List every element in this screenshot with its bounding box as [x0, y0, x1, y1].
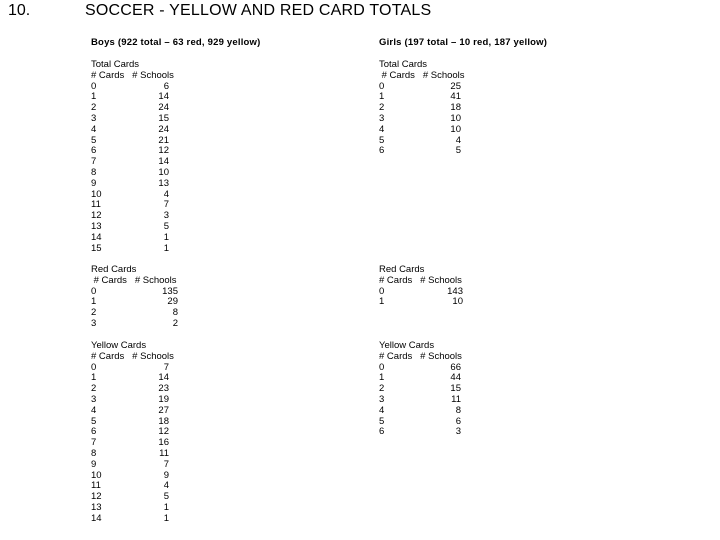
count-table	[91, 363, 169, 525]
table-row	[91, 460, 169, 471]
table-row	[91, 92, 169, 103]
table-row	[91, 438, 169, 449]
schools-count: 12	[158, 426, 169, 438]
table-row	[91, 233, 169, 244]
table-row	[91, 363, 169, 374]
table-row	[379, 136, 461, 147]
section-title: Red Cards	[379, 264, 425, 275]
cards-count: 4	[91, 404, 97, 416]
cards-count: 5	[379, 134, 385, 146]
table-row	[91, 179, 169, 190]
count-table	[91, 287, 178, 330]
cards-count: 1	[379, 372, 385, 384]
schools-count: 4	[163, 188, 169, 200]
schools-count: 19	[158, 393, 169, 405]
table-row	[379, 395, 461, 406]
cards-count: 5	[91, 134, 97, 146]
cards-count: 11	[91, 480, 101, 492]
table-row	[91, 168, 169, 179]
cards-count: 0	[379, 80, 385, 92]
column-header: # Cards # Schools	[91, 69, 174, 81]
schools-count: 3	[163, 210, 169, 222]
table-row	[379, 125, 461, 136]
cards-count: 13	[91, 501, 102, 513]
table-row	[91, 114, 169, 125]
table-row	[91, 157, 169, 168]
cards-count: 7	[91, 156, 97, 168]
cards-count: 0	[379, 361, 385, 373]
schools-count: 14	[158, 372, 169, 384]
schools-count: 1	[163, 501, 169, 513]
cards-count: 15	[91, 242, 102, 254]
schools-count: 14	[158, 156, 169, 168]
cards-count: 12	[91, 491, 102, 503]
cards-count: 1	[91, 91, 97, 103]
cards-count: 6	[91, 426, 97, 438]
table-row	[91, 211, 169, 222]
cards-count: 7	[91, 437, 97, 449]
schools-count: 18	[158, 415, 169, 427]
table-row	[379, 297, 463, 308]
cards-count: 4	[91, 123, 97, 135]
boys-total-section	[91, 59, 174, 254]
cards-count: 4	[379, 404, 385, 416]
boys-yellow-section	[91, 340, 174, 525]
table-row	[379, 384, 461, 395]
cards-count: 2	[91, 102, 97, 114]
table-row	[91, 319, 178, 330]
slide-title: SOCCER - YELLOW AND RED CARD TOTALS	[85, 2, 432, 19]
table-row	[91, 103, 169, 114]
schools-count: 18	[450, 102, 461, 114]
cards-count: 2	[91, 307, 97, 319]
table-row	[91, 287, 178, 298]
table-row	[91, 222, 169, 233]
column-header: # Cards # Schools	[91, 350, 174, 362]
table-row	[91, 492, 169, 503]
count-table	[379, 82, 461, 158]
cards-count: 3	[379, 112, 385, 124]
schools-count: 7	[163, 199, 169, 211]
cards-count: 3	[91, 317, 97, 329]
cards-count: 11	[91, 199, 101, 211]
table-row	[379, 287, 463, 298]
cards-count: 0	[91, 361, 97, 373]
cards-count: 2	[91, 383, 97, 395]
count-table	[379, 363, 461, 439]
cards-count: 4	[379, 123, 385, 135]
column-header: # Cards # Schools	[379, 274, 462, 286]
schools-count: 15	[158, 112, 169, 124]
cards-count: 1	[379, 91, 385, 103]
schools-count: 1	[163, 242, 169, 254]
schools-count: 23	[158, 383, 169, 395]
table-row	[379, 92, 461, 103]
cards-count: 6	[379, 145, 385, 157]
schools-count: 7	[163, 361, 169, 373]
cards-count: 13	[91, 220, 102, 232]
schools-count: 29	[167, 296, 178, 308]
schools-count: 143	[447, 285, 463, 297]
schools-count: 24	[158, 123, 169, 135]
cards-count: 6	[379, 426, 385, 438]
schools-count: 10	[450, 123, 461, 135]
count-table	[379, 287, 463, 309]
section-title: Yellow Cards	[91, 340, 147, 351]
schools-count: 24	[158, 102, 169, 114]
cards-count: 8	[91, 166, 97, 178]
table-row	[91, 514, 169, 525]
table-row	[91, 200, 169, 211]
cards-count: 2	[379, 102, 385, 114]
schools-count: 44	[450, 372, 461, 384]
section-title: Total Cards	[379, 59, 428, 70]
table-row	[379, 146, 461, 157]
schools-count: 12	[158, 145, 169, 157]
schools-count: 5	[455, 145, 461, 157]
column-header: # Cards # Schools	[91, 274, 177, 286]
cards-count: 9	[91, 458, 97, 470]
table-row	[91, 395, 169, 406]
boys-heading: Boys (922 total – 63 red, 929 yellow)	[91, 37, 261, 48]
table-row	[91, 481, 169, 492]
schools-count: 10	[452, 296, 463, 308]
table-row	[379, 103, 461, 114]
cards-count: 3	[91, 393, 97, 405]
table-row	[91, 384, 169, 395]
schools-count: 25	[450, 80, 461, 92]
table-row	[91, 471, 169, 482]
table-row	[91, 136, 169, 147]
cards-count: 10	[91, 469, 102, 481]
table-row	[91, 449, 169, 460]
schools-count: 135	[162, 285, 178, 297]
cards-count: 10	[91, 188, 102, 200]
table-row	[91, 190, 169, 201]
table-row	[379, 373, 461, 384]
cards-count: 3	[91, 112, 97, 124]
girls-red-section	[379, 265, 464, 308]
section-title: Red Cards	[91, 264, 137, 275]
schools-count: 4	[163, 480, 169, 492]
schools-count: 1	[163, 231, 169, 243]
schools-count: 8	[172, 307, 178, 319]
table-row	[91, 146, 169, 157]
table-row	[91, 373, 169, 384]
schools-count: 10	[450, 112, 461, 124]
table-row	[91, 417, 169, 428]
table-row	[91, 297, 178, 308]
schools-count: 15	[450, 383, 461, 395]
girls-total-section	[379, 60, 464, 157]
cards-count: 1	[91, 296, 97, 308]
table-row	[379, 406, 461, 417]
cards-count: 1	[91, 372, 97, 384]
section-title: Total Cards	[91, 59, 140, 70]
schools-count: 27	[158, 404, 169, 416]
slide-number: 10.	[8, 2, 31, 19]
column-header: # Cards # Schools	[379, 350, 462, 362]
table-row	[91, 125, 169, 136]
table-row	[91, 82, 169, 93]
schools-count: 8	[455, 404, 461, 416]
schools-count: 10	[158, 166, 169, 178]
table-row	[91, 308, 178, 319]
table-row	[379, 427, 461, 438]
cards-count: 5	[379, 415, 385, 427]
schools-count: 9	[163, 469, 169, 481]
cards-count: 6	[91, 145, 97, 157]
cards-count: 14	[91, 512, 102, 524]
schools-count: 2	[172, 317, 178, 329]
schools-count: 3	[455, 426, 461, 438]
table-row	[91, 244, 169, 255]
table-row	[91, 503, 169, 514]
cards-count: 1	[379, 296, 385, 308]
cards-count: 3	[379, 393, 385, 405]
cards-count: 2	[379, 383, 385, 395]
cards-count: 9	[91, 177, 97, 189]
schools-count: 21	[158, 134, 169, 146]
girls-yellow-section	[379, 341, 464, 438]
count-table	[91, 82, 169, 255]
section-title: Yellow Cards	[379, 340, 435, 351]
boys-red-section	[91, 265, 186, 330]
schools-count: 11	[159, 447, 169, 459]
cards-count: 0	[91, 285, 97, 297]
cards-count: 0	[91, 80, 97, 92]
cards-count: 8	[91, 447, 97, 459]
cards-count: 12	[91, 210, 102, 222]
schools-count: 6	[163, 80, 169, 92]
schools-count: 16	[158, 437, 169, 449]
schools-count: 4	[455, 134, 461, 146]
schools-count: 5	[163, 220, 169, 232]
schools-count: 7	[163, 458, 169, 470]
schools-count: 41	[450, 91, 461, 103]
girls-heading: Girls (197 total – 10 red, 187 yellow)	[379, 37, 548, 48]
cards-count: 5	[91, 415, 97, 427]
table-row	[379, 363, 461, 374]
schools-count: 1	[163, 512, 169, 524]
schools-count: 11	[451, 393, 461, 405]
schools-count: 66	[450, 361, 461, 373]
cards-count: 14	[91, 231, 102, 243]
table-row	[379, 114, 461, 125]
table-row	[91, 406, 169, 417]
schools-count: 5	[163, 491, 169, 503]
cards-count: 0	[379, 285, 385, 297]
schools-count: 6	[455, 415, 461, 427]
table-row	[379, 417, 461, 428]
table-row	[91, 427, 169, 438]
table-row	[379, 82, 461, 93]
column-header: # Cards # Schools	[379, 69, 465, 81]
schools-count: 14	[158, 91, 169, 103]
schools-count: 13	[158, 177, 169, 189]
